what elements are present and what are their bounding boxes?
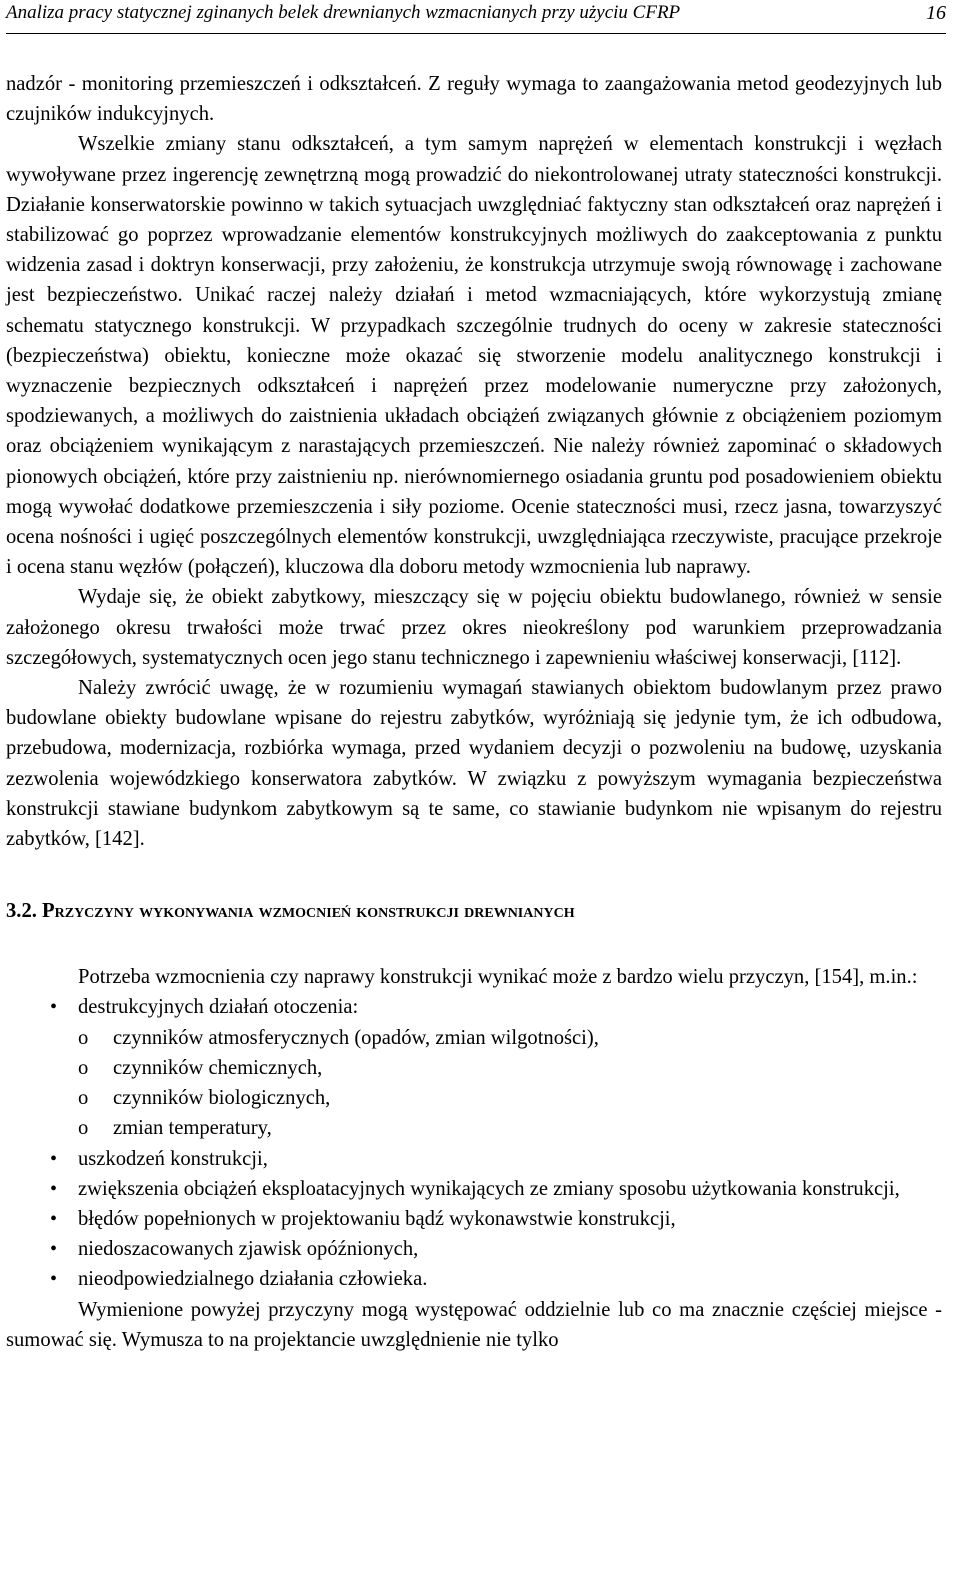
- bullet-icon: •: [50, 1268, 58, 1291]
- bullet-icon: •: [50, 1207, 58, 1230]
- document-body: [6, 69, 942, 1355]
- paragraph-closing: Wymienione powyżej przyczyny mogą występować oddzielnie lub co ma znacznie częściej miejsce - sumować się. Wymusza to na projektancie uwzględnienie nie tylko: [6, 1298, 942, 1351]
- list-item: [6, 1174, 942, 1204]
- paragraph: Wszelkie zmiany stanu odkształceń, a tym samym naprężeń w elementach konstrukcji i węzłach wywoływane przez ingerencję zewnętrzną mogą prowadzić do niekontrolowanej utraty stateczności konstrukcji. Działanie konserwatorskie powinno w takich sytuacjach uwzględniać faktyczny stan odkształceń oraz naprężeń i stabilizować go poprzez wprowadzanie elementów konstrukcyjnych możliwych do zaakceptowania z punktu widzenia zasad i doktryn konserwacji, przy założeniu, że konstrukcja utrzymuje swoją równowagę i zachowane jest bezpieczeństwo. Unikać raczej należy działań i metod wzmacniających, które wykorzystują zmianę schematu statycznego konstrukcji. W przypadkach szczególnie trudnych do oceny w zakresie stateczności (bezpieczeństwa) obiektu, konieczne może okazać się stworzenie modelu analitycznego konstrukcji i wyznaczenie bezpiecznych odkształceń i naprężeń przez modelowanie numeryczne przy założonych, spodziewanych, a możliwych do zaistnienia układach obciążeń związanych głównie z obciążeniem poziomym oraz obciążeniem wynikającym z narastających przemieszczeń. Nie należy również zapominać o składowych pionowych obciążeń, które przy zaistnieniu np. nierównomiernego osiadania gruntu pod posadowieniem obiektu mogą wywołać dodatkowe przemieszczenia i siły poziome. Ocenie stateczności musi, rzecz jasna, towarzyszyć ocena nośności i ugięć poszczególnych elementów konstrukcji, uwzględniająca rzeczywiste, pracujące przekroje i ocena stanu węzłów (połączeń), kluczowa dla doboru metody wzmocnienia lub naprawy.: [6, 133, 942, 579]
- sub-list: [78, 1023, 942, 1144]
- bullet-icon: •: [50, 996, 58, 1019]
- header-title: Analiza pracy statycznej zginanych belek drewnianych wzmacnianych przy użyciu CFRP: [6, 2, 681, 23]
- page-number: 16: [926, 2, 946, 24]
- sub-list-item-text: czynników biologicznych,: [113, 1087, 331, 1110]
- list-item-text: uszkodzeń konstrukcji,: [78, 1147, 268, 1170]
- sub-list-item: [78, 1053, 942, 1083]
- list-item-text: niedoszacowanych zjawisk opóźnionych,: [78, 1238, 419, 1261]
- list-item: [6, 1204, 942, 1234]
- bullet-icon: •: [50, 1177, 58, 1200]
- paragraph-intro: Potrzeba wzmocnienia czy naprawy konstrukcji wynikać może z bardzo wielu przyczyn, [154], m.in.:: [78, 966, 918, 989]
- paragraph: Należy zwrócić uwagę, że w rozumieniu wymagań stawianych obiektom budowlanym przez prawo budowlane obiekty budowlane wpisane do rejestru zabytków, wyróżniają się jedynie tym, że ich odbudowa, przebudowa, modernizacja, rozbiórka wymaga, przed wydaniem decyzji o pozwoleniu na budowę, uzyskania zezwolenia wojewódzkiego konserwatora zabytków. W związku z powyższym wymagania bezpieczeństwa konstrukcji stawiane budynkom zabytkowym są te same, co stawianie budynkom nie wpisanym do rejestru zabytków, [142].: [6, 677, 942, 851]
- sub-list-item: [78, 1113, 942, 1143]
- list-item: [6, 1144, 942, 1174]
- sub-list-item-text: czynników atmosferycznych (opadów, zmian wilgotności),: [113, 1026, 599, 1049]
- sub-bullet-icon: o: [78, 1117, 89, 1140]
- list-item-text: nieodpowiedzialnego działania człowieka.: [78, 1268, 428, 1291]
- section-heading: [6, 896, 942, 926]
- list-item: [6, 992, 942, 1143]
- list-item: [6, 1264, 942, 1294]
- section-title: Przyczyny wykonywania wzmocnień konstrukcji drewnianych: [42, 900, 575, 923]
- list-item-text: błędów popełnionych w projektowaniu bądź wykonawstwie konstrukcji,: [78, 1207, 676, 1230]
- sub-list-item-text: zmian temperatury,: [113, 1117, 272, 1140]
- sub-bullet-icon: o: [78, 1026, 89, 1049]
- bullet-icon: •: [50, 1147, 58, 1170]
- causes-list: [6, 992, 942, 1294]
- paragraph: Wydaje się, że obiekt zabytkowy, mieszczący się w pojęciu obiektu budowlanego, również w sensie założonego okresu trwałości może trwać przez okres nieokreślony pod warunkiem przeprowadzania szczegółowych, systematycznych ocen jego stanu technicznego i zapewnieniu właściwej konserwacji, [112].: [6, 586, 942, 669]
- bullet-icon: •: [50, 1238, 58, 1261]
- sub-list-item-text: czynników chemicznych,: [113, 1056, 323, 1079]
- section-number: 3.2.: [6, 900, 37, 923]
- paragraph-continuation: nadzór - monitoring przemieszczeń i odkształceń. Z reguły wymaga to zaangażowania metod geodezyjnych lub czujników indukcyjnych.: [6, 73, 942, 126]
- sub-bullet-icon: o: [78, 1056, 89, 1079]
- list-item-text: zwiększenia obciążeń eksploatacyjnych wynikających ze zmiany sposobu użytkowania konstrukcji,: [78, 1177, 900, 1200]
- sub-list-item: [78, 1023, 942, 1053]
- list-item-text: destrukcyjnych działań otoczenia:: [78, 996, 359, 1019]
- list-item: [6, 1234, 942, 1264]
- running-header: [6, 0, 946, 34]
- sub-list-item: [78, 1083, 942, 1113]
- sub-bullet-icon: o: [78, 1087, 89, 1110]
